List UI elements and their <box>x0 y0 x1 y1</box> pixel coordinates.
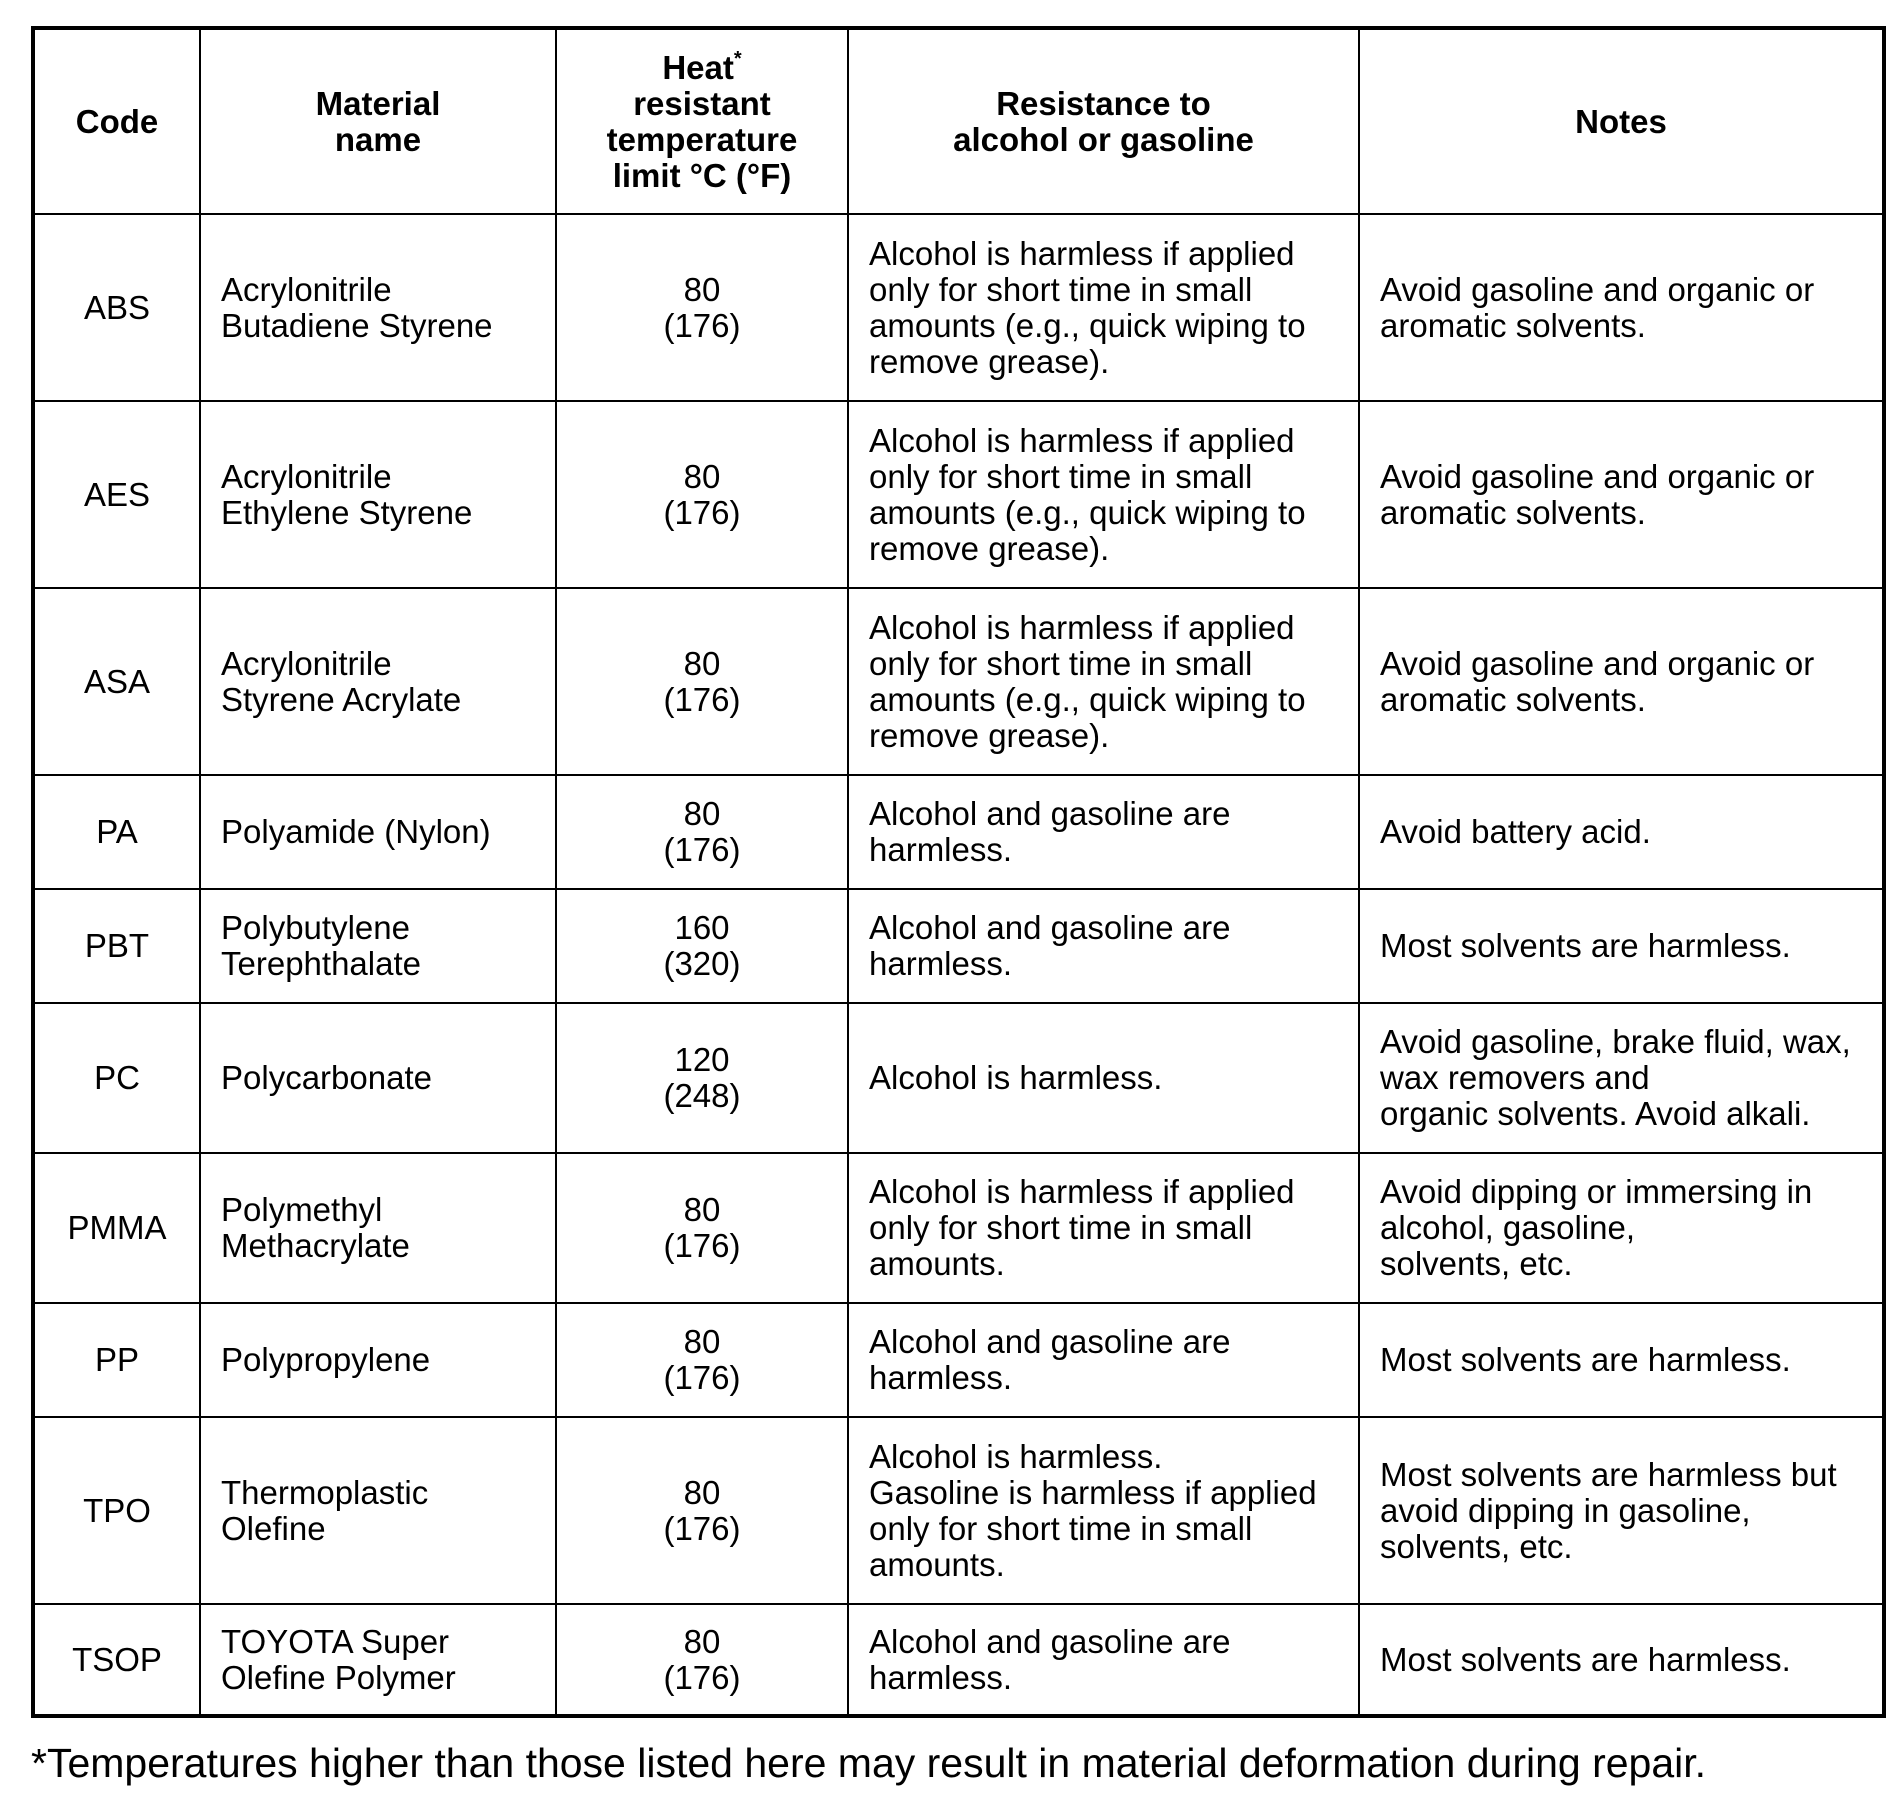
header-resistance: Resistance to alcohol or gasoline <box>848 28 1359 214</box>
table-row <box>33 588 1884 775</box>
table-row <box>33 214 1884 401</box>
materials-table <box>31 26 1886 1718</box>
table-row <box>33 775 1884 889</box>
table-row <box>33 401 1884 588</box>
table-row <box>33 1417 1884 1604</box>
cell-material-name: Acrylonitrile Ethylene Styrene <box>200 401 556 588</box>
cell-resistance: Alcohol is harmless. <box>848 1003 1359 1153</box>
cell-material-name: Polypropylene <box>200 1303 556 1417</box>
cell-heat-limit: 80 (176) <box>556 1303 848 1417</box>
cell-heat-limit: 120 (248) <box>556 1003 848 1153</box>
cell-material-name: Acrylonitrile Butadiene Styrene <box>200 214 556 401</box>
cell-code: PP <box>33 1303 200 1417</box>
cell-material-name: Polybutylene Terephthalate <box>200 889 556 1003</box>
cell-resistance: Alcohol is harmless if applied only for short time in small amounts (e.g., quick wiping to remove grease). <box>848 214 1359 401</box>
cell-notes: Avoid battery acid. <box>1359 775 1884 889</box>
cell-heat-limit: 80 (176) <box>556 775 848 889</box>
table-header <box>33 28 1884 214</box>
cell-resistance: Alcohol and gasoline are harmless. <box>848 1303 1359 1417</box>
header-code: Code <box>33 28 200 214</box>
cell-code: ABS <box>33 214 200 401</box>
cell-notes: Avoid gasoline and organic or aromatic solvents. <box>1359 401 1884 588</box>
table-row <box>33 889 1884 1003</box>
cell-heat-limit: 80 (176) <box>556 401 848 588</box>
footnote: *Temperatures higher than those listed here may result in material deformation during repair. <box>31 1740 1707 1786</box>
cell-notes: Avoid gasoline and organic or aromatic solvents. <box>1359 214 1884 401</box>
cell-heat-limit: 160 (320) <box>556 889 848 1003</box>
cell-material-name: Polycarbonate <box>200 1003 556 1153</box>
cell-material-name: TOYOTA Super Olefine Polymer <box>200 1604 556 1716</box>
cell-material-name: Polymethyl Methacrylate <box>200 1153 556 1303</box>
cell-notes: Most solvents are harmless but avoid dipping in gasoline, solvents, etc. <box>1359 1417 1884 1604</box>
cell-code: ASA <box>33 588 200 775</box>
cell-code: PMMA <box>33 1153 200 1303</box>
cell-resistance: Alcohol and gasoline are harmless. <box>848 889 1359 1003</box>
table-body <box>33 214 1884 1716</box>
table-row <box>33 1153 1884 1303</box>
cell-resistance: Alcohol and gasoline are harmless. <box>848 775 1359 889</box>
cell-notes: Most solvents are harmless. <box>1359 889 1884 1003</box>
cell-code: PC <box>33 1003 200 1153</box>
cell-code: TSOP <box>33 1604 200 1716</box>
cell-notes: Most solvents are harmless. <box>1359 1303 1884 1417</box>
cell-material-name: Thermoplastic Olefine <box>200 1417 556 1604</box>
header-heat-rest: resistant temperature limit °C (°F) <box>606 84 798 194</box>
cell-notes: Avoid gasoline, brake fluid, wax, wax removers and organic solvents. Avoid alkali. <box>1359 1003 1884 1153</box>
header-notes: Notes <box>1359 28 1884 214</box>
cell-material-name: Acrylonitrile Styrene Acrylate <box>200 588 556 775</box>
cell-notes: Avoid gasoline and organic or aromatic solvents. <box>1359 588 1884 775</box>
table-row <box>33 1604 1884 1716</box>
cell-resistance: Alcohol and gasoline are harmless. <box>848 1604 1359 1716</box>
header-heat-asterisk: * <box>733 47 742 70</box>
cell-resistance: Alcohol is harmless if applied only for short time in small amounts (e.g., quick wiping to remove grease). <box>848 588 1359 775</box>
cell-resistance: Alcohol is harmless. Gasoline is harmless if applied only for short time in small amounts. <box>848 1417 1359 1604</box>
cell-notes: Avoid dipping or immersing in alcohol, gasoline, solvents, etc. <box>1359 1153 1884 1303</box>
cell-resistance: Alcohol is harmless if applied only for short time in small amounts. <box>848 1153 1359 1303</box>
cell-code: TPO <box>33 1417 200 1604</box>
cell-heat-limit: 80 (176) <box>556 1153 848 1303</box>
header-heat-limit <box>556 28 848 214</box>
table-row <box>33 1303 1884 1417</box>
cell-code: PBT <box>33 889 200 1003</box>
cell-heat-limit: 80 (176) <box>556 214 848 401</box>
cell-heat-limit: 80 (176) <box>556 588 848 775</box>
header-material-name: Material name <box>200 28 556 214</box>
header-heat-main: Heat <box>662 48 734 86</box>
cell-notes: Most solvents are harmless. <box>1359 1604 1884 1716</box>
cell-code: PA <box>33 775 200 889</box>
table-row <box>33 1003 1884 1153</box>
header-row <box>33 28 1884 214</box>
cell-code: AES <box>33 401 200 588</box>
cell-heat-limit: 80 (176) <box>556 1417 848 1604</box>
cell-heat-limit: 80 (176) <box>556 1604 848 1716</box>
cell-material-name: Polyamide (Nylon) <box>200 775 556 889</box>
cell-resistance: Alcohol is harmless if applied only for short time in small amounts (e.g., quick wiping to remove grease). <box>848 401 1359 588</box>
